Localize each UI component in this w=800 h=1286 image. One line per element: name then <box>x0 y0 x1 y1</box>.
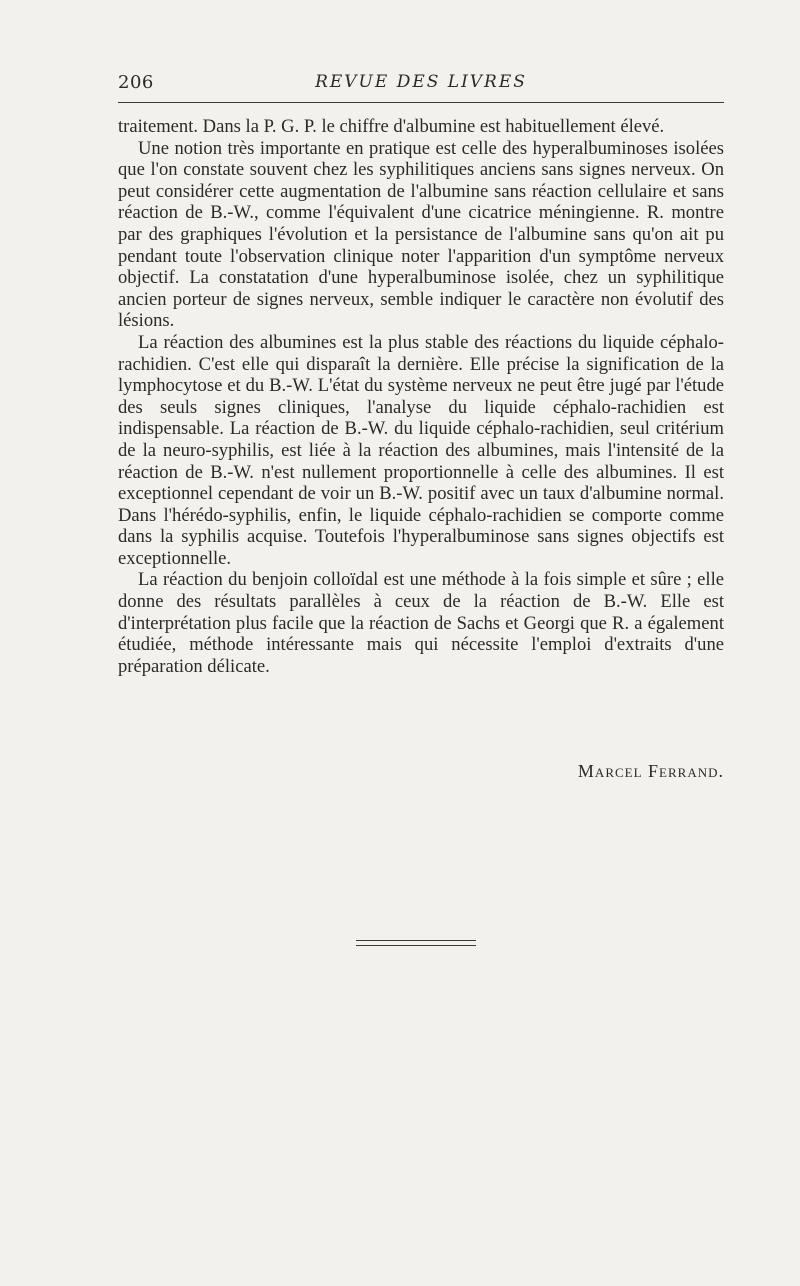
paragraph-continuation: traitement. Dans la P. G. P. le chiffre d'albumine est habituellement élevé. <box>118 116 665 137</box>
paragraph-reaction-albumines: La réaction des albumines est la plus stable des réactions du liquide céphalo-rachidien. C'est elle qui disparaît la dernière. Elle précise la signification de la lymphocytose et du B.-W. L'état du système nerveux ne peut être jugé par l'étude des seuls signes cliniques, l'analyse du liquide céphalo-rachidien est indispensable. La réaction de B.-W. du liquide céphalo-rachidien, seul critérium de la neuro-syphilis, est liée à la réaction des albumines, mais l'intensité de la réaction de B.-W. n'est nullement proportionnelle à celle des albumines. Il est exceptionnel cependant de voir un B.-W. positif avec un taux d'albumine normal. Dans l'hérédo-syphilis, enfin, le liquide céphalo-rachidien se comporte comme dans la syphilis acquise. Toutefois l'hyperalbuminose sans signes objectifs est exceptionnelle. <box>118 331 724 569</box>
article-body <box>118 116 724 677</box>
paragraph-benjoin-colloidal: La réaction du benjoin colloïdal est une méthode à la fois simple et sûre ; elle donne des résultats parallèles à ceux de la réaction de B.-W. Elle est d'interprétation plus facile que la réaction de Sachs et Georgi que R. a également étudiée, méthode intéressante mais qui nécessite l'emploi d'extraits d'une préparation délicate. <box>118 569 724 677</box>
running-head <box>118 72 724 96</box>
header-rule <box>118 102 724 103</box>
page-number: 206 <box>118 72 154 93</box>
end-rule-lower <box>356 945 476 946</box>
author-signature: Marcel Ferrand. <box>577 761 724 781</box>
paragraph-hyperalbuminoses: Une notion très importante en pratique est celle des hyperalbuminoses isolées que l'on constate souvent chez les syphilitiques anciens sans signes nerveux. On peut considérer cette augmentation de l'albumine sans réaction cellulaire et sans réaction de B.-W., comme l'équivalent d'une cicatrice méningienne. R. montre par des graphiques l'évolution et la persistance de l'albumine sans qu'on ait pu pendant toute l'observation clinique noter l'apparition d'un symptôme nerveux objectif. La constatation d'une hyperalbuminose isolée, chez un syphilitique ancien porteur de signes nerveux, semble indiquer le caractère non évolutif des lésions. <box>118 137 724 332</box>
end-rule-upper <box>356 940 476 941</box>
running-title: REVUE DES LIVRES <box>315 72 527 92</box>
